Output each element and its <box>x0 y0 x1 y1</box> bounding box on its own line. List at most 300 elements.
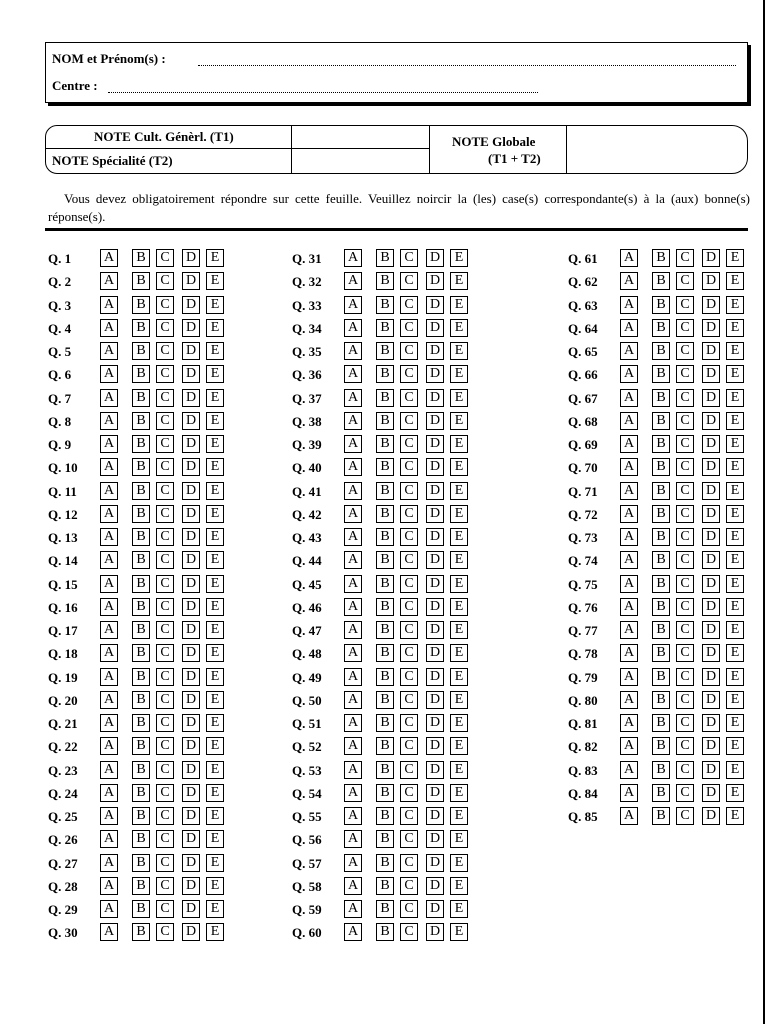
answer-box-a[interactable]: A <box>100 598 118 616</box>
answer-box-a[interactable]: A <box>620 319 638 337</box>
answer-box-d[interactable]: D <box>182 691 200 709</box>
answer-box-e[interactable]: E <box>206 296 224 314</box>
answer-box-c[interactable]: C <box>156 528 174 546</box>
answer-box-b[interactable]: B <box>376 691 394 709</box>
answer-box-d[interactable]: D <box>426 761 444 779</box>
answer-box-d[interactable]: D <box>182 877 200 895</box>
answer-box-d[interactable]: D <box>182 389 200 407</box>
answer-box-e[interactable]: E <box>726 668 744 686</box>
answer-box-e[interactable]: E <box>450 714 468 732</box>
answer-box-c[interactable]: C <box>676 691 694 709</box>
answer-box-b[interactable]: B <box>652 551 670 569</box>
answer-box-b[interactable]: B <box>132 668 150 686</box>
answer-box-a[interactable]: A <box>344 598 362 616</box>
answer-box-d[interactable]: D <box>426 900 444 918</box>
name-field[interactable] <box>198 65 736 66</box>
answer-box-e[interactable]: E <box>450 830 468 848</box>
answer-box-b[interactable]: B <box>132 691 150 709</box>
answer-box-d[interactable]: D <box>702 598 720 616</box>
answer-box-b[interactable]: B <box>652 272 670 290</box>
answer-box-a[interactable]: A <box>620 249 638 267</box>
answer-box-c[interactable]: C <box>400 691 418 709</box>
answer-box-a[interactable]: A <box>344 365 362 383</box>
global-score-field[interactable] <box>567 126 745 172</box>
answer-box-d[interactable]: D <box>182 854 200 872</box>
answer-box-d[interactable]: D <box>702 621 720 639</box>
answer-box-d[interactable]: D <box>182 272 200 290</box>
answer-box-b[interactable]: B <box>132 482 150 500</box>
answer-box-a[interactable]: A <box>100 923 118 941</box>
answer-box-c[interactable]: C <box>676 249 694 267</box>
answer-box-e[interactable]: E <box>206 458 224 476</box>
answer-box-b[interactable]: B <box>652 389 670 407</box>
answer-box-c[interactable]: C <box>400 784 418 802</box>
answer-box-c[interactable]: C <box>156 296 174 314</box>
answer-box-a[interactable]: A <box>100 761 118 779</box>
answer-box-a[interactable]: A <box>344 830 362 848</box>
answer-box-e[interactable]: E <box>450 528 468 546</box>
answer-box-e[interactable]: E <box>450 296 468 314</box>
answer-box-a[interactable]: A <box>100 621 118 639</box>
answer-box-d[interactable]: D <box>182 528 200 546</box>
answer-box-b[interactable]: B <box>132 389 150 407</box>
answer-box-a[interactable]: A <box>620 551 638 569</box>
answer-box-b[interactable]: B <box>376 365 394 383</box>
answer-box-b[interactable]: B <box>376 807 394 825</box>
answer-box-e[interactable]: E <box>726 551 744 569</box>
answer-box-e[interactable]: E <box>206 598 224 616</box>
answer-box-c[interactable]: C <box>676 319 694 337</box>
answer-box-b[interactable]: B <box>652 737 670 755</box>
answer-box-a[interactable]: A <box>344 621 362 639</box>
answer-box-c[interactable]: C <box>156 923 174 941</box>
answer-box-e[interactable]: E <box>450 598 468 616</box>
answer-box-a[interactable]: A <box>620 668 638 686</box>
answer-box-c[interactable]: C <box>156 761 174 779</box>
t1-score-field[interactable] <box>292 126 428 148</box>
answer-box-b[interactable]: B <box>132 249 150 267</box>
answer-box-b[interactable]: B <box>376 854 394 872</box>
answer-box-e[interactable]: E <box>450 737 468 755</box>
answer-box-b[interactable]: B <box>132 528 150 546</box>
answer-box-d[interactable]: D <box>426 296 444 314</box>
answer-box-c[interactable]: C <box>400 272 418 290</box>
answer-box-b[interactable]: B <box>132 319 150 337</box>
answer-box-c[interactable]: C <box>400 830 418 848</box>
answer-box-c[interactable]: C <box>676 296 694 314</box>
answer-box-e[interactable]: E <box>450 505 468 523</box>
answer-box-b[interactable]: B <box>652 598 670 616</box>
answer-box-d[interactable]: D <box>702 575 720 593</box>
answer-box-d[interactable]: D <box>426 319 444 337</box>
answer-box-b[interactable]: B <box>376 575 394 593</box>
answer-box-e[interactable]: E <box>206 575 224 593</box>
answer-box-c[interactable]: C <box>156 482 174 500</box>
answer-box-a[interactable]: A <box>620 365 638 383</box>
answer-box-c[interactable]: C <box>156 854 174 872</box>
answer-box-a[interactable]: A <box>620 598 638 616</box>
answer-box-e[interactable]: E <box>726 784 744 802</box>
answer-box-d[interactable]: D <box>702 668 720 686</box>
answer-box-e[interactable]: E <box>206 342 224 360</box>
answer-box-d[interactable]: D <box>426 807 444 825</box>
answer-box-d[interactable]: D <box>702 482 720 500</box>
answer-box-d[interactable]: D <box>426 412 444 430</box>
answer-box-d[interactable]: D <box>702 458 720 476</box>
answer-box-c[interactable]: C <box>400 900 418 918</box>
answer-box-c[interactable]: C <box>156 691 174 709</box>
answer-box-c[interactable]: C <box>676 505 694 523</box>
answer-box-e[interactable]: E <box>726 505 744 523</box>
answer-box-c[interactable]: C <box>400 923 418 941</box>
answer-box-d[interactable]: D <box>182 505 200 523</box>
answer-box-d[interactable]: D <box>702 249 720 267</box>
answer-box-d[interactable]: D <box>702 505 720 523</box>
answer-box-a[interactable]: A <box>100 900 118 918</box>
answer-box-d[interactable]: D <box>182 249 200 267</box>
answer-box-c[interactable]: C <box>156 249 174 267</box>
answer-box-b[interactable]: B <box>652 528 670 546</box>
answer-box-a[interactable]: A <box>620 528 638 546</box>
answer-box-d[interactable]: D <box>702 784 720 802</box>
answer-box-b[interactable]: B <box>132 435 150 453</box>
answer-box-b[interactable]: B <box>652 784 670 802</box>
answer-box-a[interactable]: A <box>620 296 638 314</box>
answer-box-a[interactable]: A <box>620 575 638 593</box>
answer-box-c[interactable]: C <box>676 389 694 407</box>
answer-box-a[interactable]: A <box>620 737 638 755</box>
answer-box-e[interactable]: E <box>450 482 468 500</box>
answer-box-c[interactable]: C <box>676 342 694 360</box>
answer-box-e[interactable]: E <box>206 482 224 500</box>
answer-box-d[interactable]: D <box>182 668 200 686</box>
answer-box-a[interactable]: A <box>344 551 362 569</box>
answer-box-b[interactable]: B <box>376 458 394 476</box>
answer-box-b[interactable]: B <box>132 877 150 895</box>
answer-box-c[interactable]: C <box>400 737 418 755</box>
answer-box-b[interactable]: B <box>376 644 394 662</box>
answer-box-e[interactable]: E <box>206 389 224 407</box>
answer-box-c[interactable]: C <box>676 714 694 732</box>
answer-box-d[interactable]: D <box>426 691 444 709</box>
answer-box-c[interactable]: C <box>400 854 418 872</box>
answer-box-e[interactable]: E <box>450 923 468 941</box>
answer-box-e[interactable]: E <box>206 900 224 918</box>
answer-box-a[interactable]: A <box>344 249 362 267</box>
answer-box-b[interactable]: B <box>376 435 394 453</box>
answer-box-b[interactable]: B <box>652 482 670 500</box>
answer-box-b[interactable]: B <box>652 714 670 732</box>
answer-box-a[interactable]: A <box>620 482 638 500</box>
answer-box-d[interactable]: D <box>182 296 200 314</box>
answer-box-b[interactable]: B <box>132 784 150 802</box>
answer-box-b[interactable]: B <box>376 342 394 360</box>
answer-box-e[interactable]: E <box>206 854 224 872</box>
answer-box-a[interactable]: A <box>100 365 118 383</box>
answer-box-c[interactable]: C <box>156 458 174 476</box>
answer-box-d[interactable]: D <box>182 900 200 918</box>
t2-score-field[interactable] <box>292 149 428 173</box>
answer-box-a[interactable]: A <box>100 784 118 802</box>
answer-box-b[interactable]: B <box>376 761 394 779</box>
answer-box-d[interactable]: D <box>426 272 444 290</box>
answer-box-b[interactable]: B <box>376 319 394 337</box>
answer-box-d[interactable]: D <box>426 365 444 383</box>
answer-box-e[interactable]: E <box>206 365 224 383</box>
answer-box-d[interactable]: D <box>182 644 200 662</box>
answer-box-c[interactable]: C <box>400 598 418 616</box>
answer-box-c[interactable]: C <box>156 830 174 848</box>
answer-box-c[interactable]: C <box>156 551 174 569</box>
answer-box-c[interactable]: C <box>676 575 694 593</box>
answer-box-a[interactable]: A <box>100 249 118 267</box>
answer-box-c[interactable]: C <box>400 412 418 430</box>
answer-box-a[interactable]: A <box>344 714 362 732</box>
answer-box-e[interactable]: E <box>206 528 224 546</box>
answer-box-e[interactable]: E <box>450 365 468 383</box>
answer-box-a[interactable]: A <box>344 784 362 802</box>
answer-box-c[interactable]: C <box>156 598 174 616</box>
answer-box-e[interactable]: E <box>206 435 224 453</box>
answer-box-d[interactable]: D <box>426 877 444 895</box>
answer-box-c[interactable]: C <box>400 435 418 453</box>
answer-box-d[interactable]: D <box>426 668 444 686</box>
answer-box-b[interactable]: B <box>376 482 394 500</box>
answer-box-e[interactable]: E <box>450 389 468 407</box>
answer-box-e[interactable]: E <box>726 249 744 267</box>
answer-box-b[interactable]: B <box>652 505 670 523</box>
answer-box-a[interactable]: A <box>344 761 362 779</box>
answer-box-e[interactable]: E <box>450 249 468 267</box>
answer-box-b[interactable]: B <box>132 575 150 593</box>
answer-box-b[interactable]: B <box>376 737 394 755</box>
answer-box-d[interactable]: D <box>702 342 720 360</box>
answer-box-e[interactable]: E <box>450 458 468 476</box>
answer-box-d[interactable]: D <box>702 528 720 546</box>
answer-box-d[interactable]: D <box>702 435 720 453</box>
answer-box-a[interactable]: A <box>344 272 362 290</box>
answer-box-a[interactable]: A <box>620 714 638 732</box>
answer-box-d[interactable]: D <box>182 784 200 802</box>
answer-box-e[interactable]: E <box>450 575 468 593</box>
answer-box-d[interactable]: D <box>702 691 720 709</box>
answer-box-e[interactable]: E <box>450 900 468 918</box>
answer-box-a[interactable]: A <box>620 435 638 453</box>
answer-box-e[interactable]: E <box>450 807 468 825</box>
answer-box-b[interactable]: B <box>132 598 150 616</box>
answer-box-b[interactable]: B <box>132 296 150 314</box>
answer-box-d[interactable]: D <box>426 551 444 569</box>
answer-box-b[interactable]: B <box>132 621 150 639</box>
answer-box-a[interactable]: A <box>344 458 362 476</box>
answer-box-d[interactable]: D <box>702 714 720 732</box>
answer-box-c[interactable]: C <box>400 761 418 779</box>
answer-box-b[interactable]: B <box>376 621 394 639</box>
answer-box-b[interactable]: B <box>652 412 670 430</box>
answer-box-b[interactable]: B <box>652 365 670 383</box>
answer-box-a[interactable]: A <box>344 900 362 918</box>
answer-box-e[interactable]: E <box>450 412 468 430</box>
answer-box-d[interactable]: D <box>182 319 200 337</box>
answer-box-b[interactable]: B <box>376 900 394 918</box>
answer-box-a[interactable]: A <box>344 319 362 337</box>
answer-box-c[interactable]: C <box>156 644 174 662</box>
answer-box-d[interactable]: D <box>182 598 200 616</box>
answer-box-b[interactable]: B <box>376 528 394 546</box>
answer-box-b[interactable]: B <box>376 389 394 407</box>
answer-box-d[interactable]: D <box>426 598 444 616</box>
answer-box-b[interactable]: B <box>132 458 150 476</box>
answer-box-a[interactable]: A <box>620 784 638 802</box>
answer-box-b[interactable]: B <box>376 505 394 523</box>
answer-box-a[interactable]: A <box>620 272 638 290</box>
answer-box-e[interactable]: E <box>206 761 224 779</box>
answer-box-a[interactable]: A <box>620 342 638 360</box>
answer-box-b[interactable]: B <box>652 575 670 593</box>
answer-box-c[interactable]: C <box>400 296 418 314</box>
answer-box-e[interactable]: E <box>206 644 224 662</box>
answer-box-d[interactable]: D <box>702 272 720 290</box>
answer-box-e[interactable]: E <box>726 435 744 453</box>
answer-box-c[interactable]: C <box>676 412 694 430</box>
answer-box-b[interactable]: B <box>652 668 670 686</box>
answer-box-e[interactable]: E <box>206 249 224 267</box>
answer-box-c[interactable]: C <box>156 877 174 895</box>
answer-box-c[interactable]: C <box>400 644 418 662</box>
answer-box-d[interactable]: D <box>702 365 720 383</box>
answer-box-c[interactable]: C <box>676 435 694 453</box>
answer-box-c[interactable]: C <box>156 272 174 290</box>
answer-box-d[interactable]: D <box>426 389 444 407</box>
answer-box-a[interactable]: A <box>620 621 638 639</box>
answer-box-a[interactable]: A <box>344 807 362 825</box>
answer-box-b[interactable]: B <box>376 784 394 802</box>
answer-box-e[interactable]: E <box>206 737 224 755</box>
answer-box-c[interactable]: C <box>400 319 418 337</box>
answer-box-e[interactable]: E <box>450 784 468 802</box>
answer-box-a[interactable]: A <box>100 807 118 825</box>
answer-box-a[interactable]: A <box>100 319 118 337</box>
answer-box-d[interactable]: D <box>426 482 444 500</box>
answer-box-a[interactable]: A <box>100 551 118 569</box>
answer-box-b[interactable]: B <box>652 249 670 267</box>
answer-box-a[interactable]: A <box>620 458 638 476</box>
answer-box-b[interactable]: B <box>132 644 150 662</box>
answer-box-b[interactable]: B <box>132 923 150 941</box>
answer-box-d[interactable]: D <box>182 621 200 639</box>
answer-box-b[interactable]: B <box>652 435 670 453</box>
answer-box-c[interactable]: C <box>676 272 694 290</box>
answer-box-a[interactable]: A <box>620 691 638 709</box>
answer-box-c[interactable]: C <box>156 784 174 802</box>
answer-box-d[interactable]: D <box>182 342 200 360</box>
answer-box-b[interactable]: B <box>376 296 394 314</box>
answer-box-b[interactable]: B <box>132 737 150 755</box>
answer-box-c[interactable]: C <box>156 319 174 337</box>
answer-box-e[interactable]: E <box>726 691 744 709</box>
answer-box-d[interactable]: D <box>426 737 444 755</box>
answer-box-b[interactable]: B <box>376 830 394 848</box>
answer-box-c[interactable]: C <box>156 575 174 593</box>
answer-box-c[interactable]: C <box>400 714 418 732</box>
answer-box-a[interactable]: A <box>620 505 638 523</box>
answer-box-a[interactable]: A <box>344 389 362 407</box>
answer-box-d[interactable]: D <box>182 807 200 825</box>
answer-box-d[interactable]: D <box>182 761 200 779</box>
answer-box-c[interactable]: C <box>676 365 694 383</box>
answer-box-b[interactable]: B <box>652 761 670 779</box>
answer-box-e[interactable]: E <box>206 807 224 825</box>
answer-box-c[interactable]: C <box>400 505 418 523</box>
answer-box-a[interactable]: A <box>344 412 362 430</box>
answer-box-e[interactable]: E <box>450 342 468 360</box>
answer-box-d[interactable]: D <box>182 737 200 755</box>
answer-box-a[interactable]: A <box>100 830 118 848</box>
answer-box-e[interactable]: E <box>450 854 468 872</box>
answer-box-c[interactable]: C <box>156 412 174 430</box>
answer-box-d[interactable]: D <box>702 761 720 779</box>
answer-box-b[interactable]: B <box>132 272 150 290</box>
answer-box-b[interactable]: B <box>652 296 670 314</box>
answer-box-b[interactable]: B <box>132 412 150 430</box>
answer-box-d[interactable]: D <box>426 644 444 662</box>
answer-box-b[interactable]: B <box>652 319 670 337</box>
answer-box-b[interactable]: B <box>376 412 394 430</box>
answer-box-e[interactable]: E <box>726 412 744 430</box>
answer-box-e[interactable]: E <box>206 621 224 639</box>
answer-box-e[interactable]: E <box>206 272 224 290</box>
answer-box-d[interactable]: D <box>426 830 444 848</box>
answer-box-a[interactable]: A <box>100 412 118 430</box>
answer-box-c[interactable]: C <box>400 807 418 825</box>
answer-box-e[interactable]: E <box>726 761 744 779</box>
answer-box-e[interactable]: E <box>726 737 744 755</box>
answer-box-a[interactable]: A <box>100 877 118 895</box>
answer-box-a[interactable]: A <box>100 342 118 360</box>
answer-box-e[interactable]: E <box>450 644 468 662</box>
answer-box-c[interactable]: C <box>156 621 174 639</box>
center-field[interactable] <box>108 92 538 93</box>
answer-box-d[interactable]: D <box>182 714 200 732</box>
answer-box-e[interactable]: E <box>206 691 224 709</box>
answer-box-a[interactable]: A <box>344 644 362 662</box>
answer-box-e[interactable]: E <box>450 435 468 453</box>
answer-box-d[interactable]: D <box>426 528 444 546</box>
answer-box-e[interactable]: E <box>726 482 744 500</box>
answer-box-d[interactable]: D <box>702 319 720 337</box>
answer-box-d[interactable]: D <box>182 830 200 848</box>
answer-box-e[interactable]: E <box>726 621 744 639</box>
answer-box-c[interactable]: C <box>400 342 418 360</box>
answer-box-c[interactable]: C <box>156 668 174 686</box>
answer-box-a[interactable]: A <box>620 761 638 779</box>
answer-box-c[interactable]: C <box>400 575 418 593</box>
answer-box-e[interactable]: E <box>726 575 744 593</box>
answer-box-c[interactable]: C <box>676 598 694 616</box>
answer-box-a[interactable]: A <box>100 691 118 709</box>
answer-box-e[interactable]: E <box>206 714 224 732</box>
answer-box-a[interactable]: A <box>100 644 118 662</box>
answer-box-d[interactable]: D <box>426 458 444 476</box>
answer-box-c[interactable]: C <box>400 668 418 686</box>
answer-box-c[interactable]: C <box>400 621 418 639</box>
answer-box-e[interactable]: E <box>206 830 224 848</box>
answer-box-b[interactable]: B <box>376 249 394 267</box>
answer-box-b[interactable]: B <box>132 551 150 569</box>
answer-box-d[interactable]: D <box>426 923 444 941</box>
answer-box-a[interactable]: A <box>100 714 118 732</box>
answer-box-e[interactable]: E <box>450 691 468 709</box>
